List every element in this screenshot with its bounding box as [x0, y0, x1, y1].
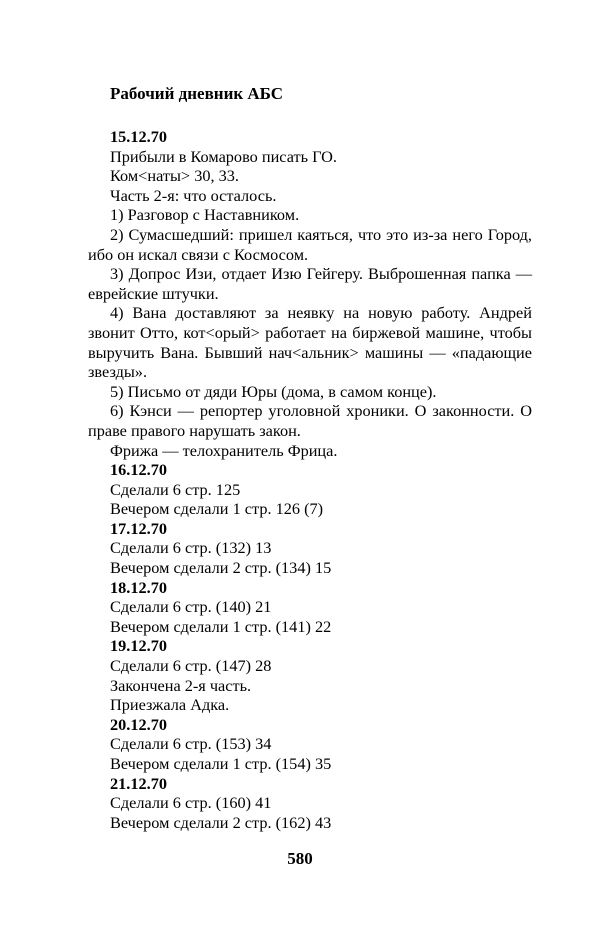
- diary-line: Сделали 6 стр. 125: [110, 479, 241, 499]
- entry-date: 18.12.70: [110, 577, 167, 597]
- diary-line: 5) Письмо от дяди Юры (дома, в самом конце).: [110, 381, 437, 401]
- entry-date: 21.12.70: [110, 773, 167, 793]
- diary-line: Сделали 6 стр. (153) 34: [110, 734, 272, 754]
- diary-line: Сделали 6 стр. (132) 13: [110, 538, 272, 558]
- diary-line: Вечером сделали 1 стр. 126 (7): [110, 499, 324, 519]
- entry-date: 15.12.70: [110, 127, 167, 146]
- page-number: 580: [287, 849, 313, 868]
- diary-line: Сделали 6 стр. (140) 21: [110, 597, 272, 617]
- diary-line: Вечером сделали 2 стр. (162) 43: [110, 812, 332, 832]
- diary-line: 6) Кэнси — репортер уголовной хроники. О законности. О праве правого нарушать закон.: [88, 401, 532, 440]
- diary-line: Сделали 6 стр. (147) 28: [110, 656, 272, 676]
- diary-line: Вечером сделали 2 стр. (134) 15: [110, 558, 332, 578]
- diary-line: Вечером сделали 1 стр. (141) 22: [110, 616, 332, 636]
- diary-line: Сделали 6 стр. (160) 41: [110, 793, 272, 813]
- diary-line: Закончена 2-я часть.: [110, 675, 252, 695]
- entry-date: 17.12.70: [110, 518, 167, 538]
- diary-line: Фрижа — телохранитель Фрица.: [110, 440, 338, 460]
- entry-date: 19.12.70: [110, 636, 167, 656]
- diary-line: 4) Вана доставляют за неявку на новую работу. Андрей звонит Отто, кот<орый> работает на биржевой машине, чтобы выручить Вана. Бывший нач<альник> машины — «падающие звезды».: [88, 303, 532, 382]
- diary-line: Вечером сделали 1 стр. (154) 35: [110, 754, 332, 773]
- diary-text: [88, 127, 532, 832]
- entry-date: 16.12.70: [110, 460, 167, 480]
- diary-line: 2) Сумасшедший: пришел каяться, что это из-за него Город, ибо он искал связи с Космосом.: [88, 224, 532, 264]
- diary-line: Приезжала Адка.: [110, 695, 230, 715]
- diary-line: Ком<наты> 30, 33.: [110, 166, 239, 186]
- diary-line: Прибыли в Комарово писать ГО.: [110, 146, 337, 166]
- diary-line: 3) Допрос Изи, отдает Изю Гейгеру. Выброшенная папка — еврейские штучки.: [88, 264, 532, 303]
- entry-date: 20.12.70: [110, 714, 167, 734]
- diary-line: Часть 2-я: что осталось.: [110, 185, 277, 205]
- running-title: Рабочий дневник АБС: [110, 84, 284, 103]
- diary-line: 1) Разговор с Наставником.: [110, 205, 300, 225]
